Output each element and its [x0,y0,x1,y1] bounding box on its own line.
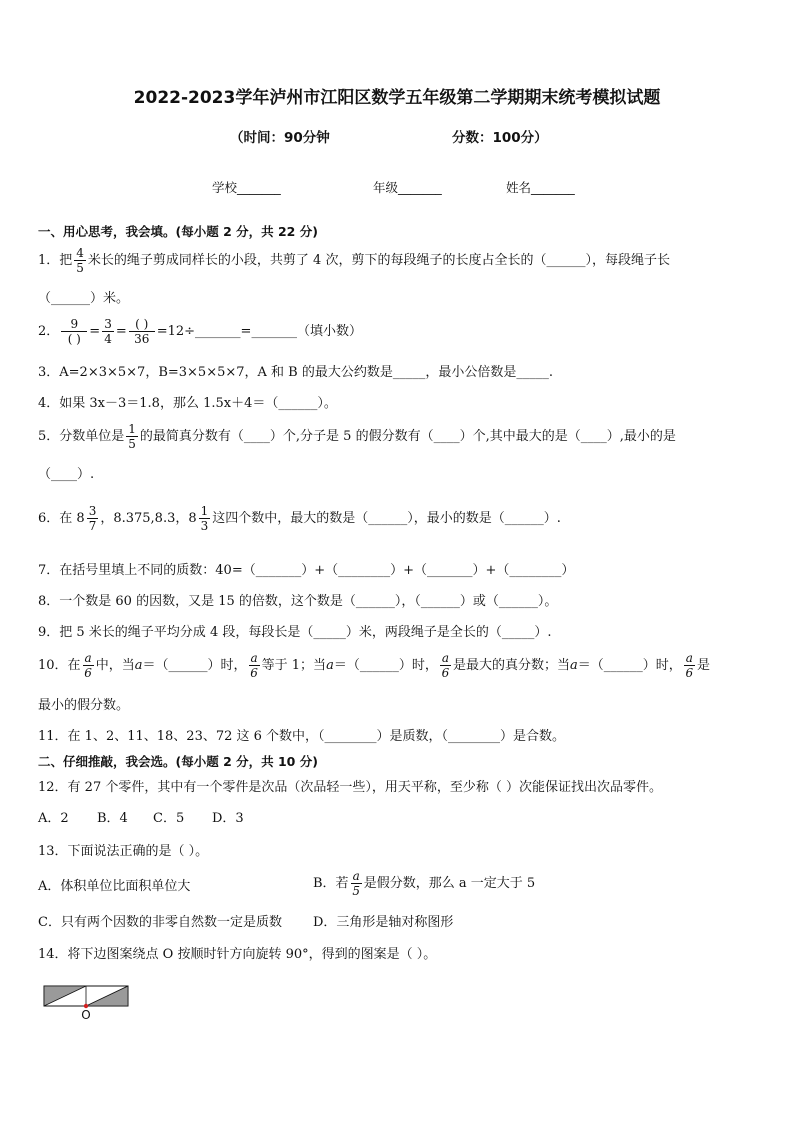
q2-f1-num: 9 [61,318,87,332]
q13-optb-prefix: B．若 [313,876,349,891]
q2-f2-num: 3 [104,317,112,331]
q10-var-2: a [326,658,334,673]
q1-prefix: 1．把 [38,253,73,268]
q10-fraction-3 [440,652,451,679]
q10-f1-den: 6 [84,666,92,680]
q10-text-e: ＝（______）时， [333,658,438,673]
q6-middle: ，8.375,8.3，8 [100,511,197,526]
q14-point-label: O [81,1008,91,1022]
question-8: 8．一个数是 60 的因数，又是 15 的倍数，这个数是（______），（______）或（______）。 [38,594,558,609]
q2-rest: =12÷_______=_______（填小数） [156,324,362,339]
q6-f2-num: 1 [200,504,209,518]
q10-text-f: 是最大的真分数；当 [453,658,571,673]
q6-f2-den: 3 [200,519,209,533]
question-5-line2: （____）. [38,467,95,482]
q13-option-b [313,870,535,897]
school-field: 学校_______ [212,180,281,195]
section-2-heading: 二、仔细推敲，我会选。(每小题 2 分，共 10 分) [38,754,318,769]
q2-fraction-3 [129,318,155,345]
q14-rotation-figure [40,982,132,1022]
question-7: 7．在括号里填上不同的质数：40=（_______）+（________）+（_______）+（________） [38,563,575,578]
q5-prefix: 5．分数单位是 [38,429,125,444]
page-title: 2022-2023学年泸州市江阳区数学五年级第二学期期末统考模拟试题 [133,88,661,108]
q10-prefix: 10．在 [38,658,81,673]
q6-f1-den: 7 [88,519,97,533]
q6-prefix: 6．在 8 [38,511,85,526]
question-1-line2: （______）米。 [38,291,130,306]
q2-eq-2: = [115,324,127,339]
q1-fraction [74,247,86,274]
q14-left-triangle [44,986,86,1006]
q2-f1-den: ( ) [67,332,81,346]
q10-text-h: 是 [696,658,710,673]
question-3: 3．A=2×3×5×7，B=3×5×5×7，A 和 B 的最大公约数是_____，最小公倍数是_____. [38,365,553,380]
q12-option-b: B．4 [97,811,128,826]
q10-var-1: a [134,658,143,673]
q10-text-d: 等于 1；当 [261,658,327,673]
question-12: 12．有 27 个零件，其中有一个零件是次品（次品轻一些），用天平称，至少称（ ）次能保证找出次品零件。 [38,780,662,795]
q2-f3-den: 36 [134,332,150,346]
question-4: 4．如果 3x－3＝1.8，那么 1.5x＋4＝（______）。 [38,396,337,411]
q10-fraction-2 [249,652,260,679]
q10-f4-num: a [685,651,693,665]
q10-text-b: 中，当 [95,658,135,673]
q6-fraction-2 [199,505,211,532]
q10-var-3: a [570,658,578,673]
q6-text: 这四个数中，最大的数是（______），最小的数是（______）. [212,511,561,526]
question-14: 14．将下边图案绕点 O 按顺时针方向旋转 90°，得到的图案是（ ）。 [38,947,437,962]
q10-text-g: ＝（______）时， [577,658,682,673]
q2-fraction-2 [102,318,114,345]
q2-prefix: 2． [38,324,60,339]
q13-optb-den: 5 [352,884,360,898]
q5-text: 的最简真分数有（____）个,分子是 5 的假分数有（____）个,其中最大的是（____）,最小的是 [139,429,676,444]
q13-optb-text: 是假分数，那么 a 一定大于 5 [363,876,536,891]
q10-fraction-1 [83,652,94,679]
q14-right-triangle [86,986,128,1006]
grade-field: 年级_______ [373,180,442,195]
q12-option-d: D．3 [212,811,244,826]
q2-f2-den: 4 [104,332,112,346]
q5-frac-num: 1 [128,422,136,436]
q6-f1-num: 3 [88,504,97,518]
q1-text: 米长的绳子剪成同样长的小段，共剪了 4 次，剪下的每段绳子的长度占全长的（______），每段绳子长 [87,253,670,268]
q13-optb-fraction [351,870,362,897]
question-6 [38,505,561,532]
q5-fraction [126,423,138,450]
q10-text-c: ＝（______）时， [142,658,247,673]
q13-optb-num: a [352,869,360,883]
q1-frac-num: 4 [76,246,84,260]
question-10 [38,652,710,679]
time-info: （时间：90分钟 [230,130,330,146]
name-field: 姓名_______ [506,180,575,195]
q13-option-c: C．只有两个因数的非零自然数一定是质数 [38,915,282,930]
score-info: 分数：100分） [452,130,548,146]
q6-fraction-1 [87,505,99,532]
question-1 [38,247,670,274]
q10-f2-num: a [250,651,258,665]
q12-option-a: A．2 [38,811,69,826]
question-11: 11．在 1、2、11、18、23、72 这 6 个数中，（________）是质数，（________）是合数。 [38,729,566,744]
q12-option-c: C．5 [153,811,185,826]
q1-frac-den: 5 [76,261,84,275]
q10-f3-num: a [441,651,449,665]
q10-fraction-4 [684,652,695,679]
question-10-line2: 最小的假分数。 [38,698,130,713]
q10-f3-den: 6 [441,666,450,680]
q13-option-d: D．三角形是轴对称图形 [313,915,454,930]
q10-f1-num: a [84,651,92,665]
question-5 [38,423,676,450]
q2-fraction-1 [61,318,87,345]
question-13: 13．下面说法正确的是（ ）。 [38,844,209,859]
q5-frac-den: 5 [128,437,136,451]
q10-f2-den: 6 [250,666,258,680]
q2-eq-1: = [89,324,101,339]
q2-f3-num: ( ) [129,318,155,332]
question-2 [38,318,362,345]
q10-f4-den: 6 [685,666,694,680]
question-9: 9．把 5 米长的绳子平均分成 4 段，每段长是（_____）米，两段绳子是全长的（_____）. [38,625,552,640]
section-1-heading: 一、用心思考，我会填。(每小题 2 分，共 22 分) [38,224,318,239]
q13-option-a: A．体积单位比面积单位大 [38,879,191,894]
